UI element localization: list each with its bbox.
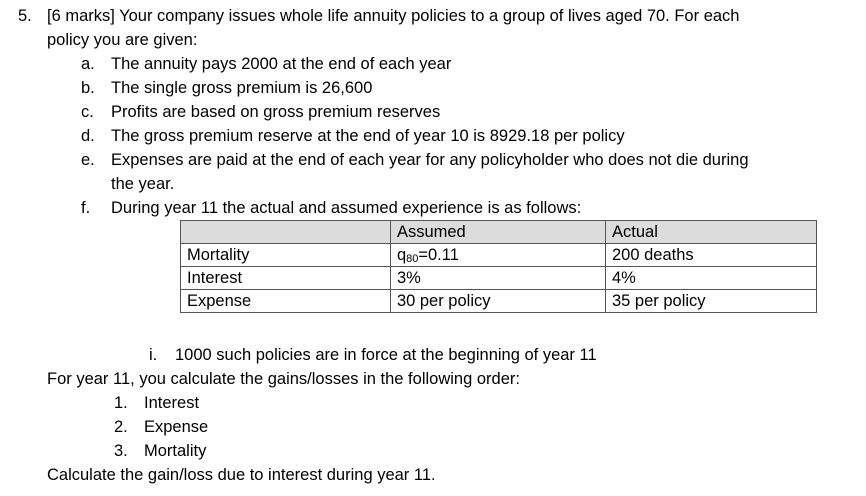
given-item-c: Profits are based on gross premium reserves [111, 103, 441, 121]
row-label-mortality: Mortality [181, 244, 391, 267]
actual-interest: 4% [606, 267, 817, 290]
table-header-row [181, 221, 817, 244]
given-item-e-continued: the year. [111, 175, 175, 193]
row-label-expense: Expense [181, 290, 391, 313]
table-row [181, 244, 817, 267]
assumed-expense: 30 per policy [390, 290, 605, 313]
table-row [181, 290, 817, 313]
final-question: Calculate the gain/loss due to interest during year 11. [47, 466, 436, 484]
given-marker-a: a. [81, 55, 95, 73]
question-line-2: policy you are given: [47, 31, 198, 49]
given-marker-e: e. [81, 151, 95, 169]
assumed-mortality-age: 80 [406, 253, 419, 265]
table-row [181, 267, 817, 290]
order-marker-1: 1. [114, 394, 128, 412]
roman-marker-i: i. [149, 346, 158, 364]
given-item-b: The single gross premium is 26,600 [111, 79, 373, 97]
assumed-interest: 3% [390, 267, 605, 290]
given-item-d: The gross premium reserve at the end of year 10 is 8929.18 per policy [111, 127, 625, 145]
given-marker-f: f. [81, 199, 91, 217]
experience-table [180, 220, 817, 313]
row-label-interest: Interest [181, 267, 391, 290]
assumed-mortality-value: =0.11 [418, 246, 459, 264]
assumed-mortality [390, 244, 605, 267]
order-intro: For year 11, you calculate the gains/losses in the following order: [47, 370, 520, 388]
table-header-assumed: Assumed [390, 221, 605, 244]
table-header-actual: Actual [606, 221, 817, 244]
given-marker-c: c. [81, 103, 94, 121]
actual-mortality: 200 deaths [606, 244, 817, 267]
order-item-expense: Expense [144, 418, 209, 436]
given-marker-b: b. [81, 79, 95, 97]
assumed-mortality-q: q [396, 246, 407, 264]
order-item-mortality: Mortality [144, 442, 207, 460]
actual-expense: 35 per policy [606, 290, 817, 313]
given-item-e: Expenses are paid at the end of each year for any policyholder who does not die during [111, 151, 749, 169]
order-marker-3: 3. [114, 442, 128, 460]
order-item-interest: Interest [144, 394, 200, 412]
roman-item-i: 1000 such policies are in force at the beginning of year 11 [175, 346, 597, 364]
given-item-f: During year 11 the actual and assumed experience is as follows: [111, 199, 582, 217]
given-marker-d: d. [81, 127, 95, 145]
order-marker-2: 2. [114, 418, 128, 436]
question-line-1: [6 marks] Your company issues whole life annuity policies to a group of lives aged 70. For each [47, 7, 740, 25]
question-number: 5. [18, 7, 32, 25]
given-item-a: The annuity pays 2000 at the end of each year [111, 55, 452, 73]
table-header-blank [181, 221, 391, 244]
